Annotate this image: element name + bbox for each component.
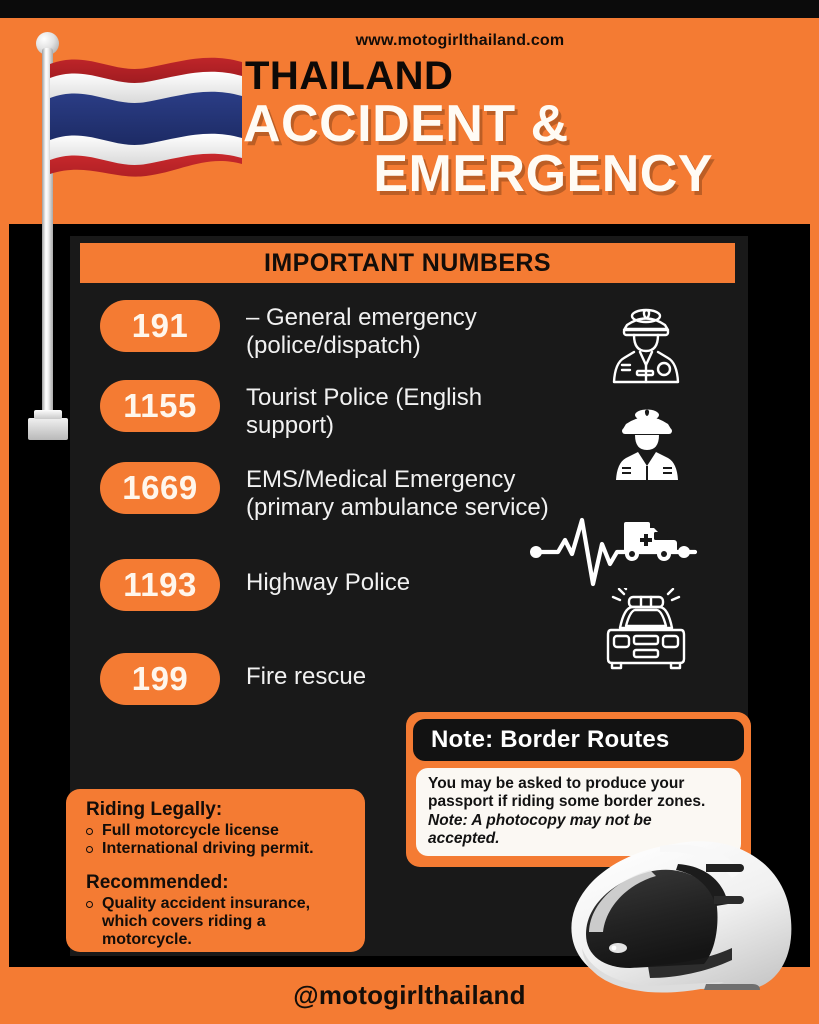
page-title-line2: EMERGENCY bbox=[373, 144, 713, 203]
list-item: Quality accident insurance, which covers riding a motorcycle. bbox=[80, 895, 351, 949]
flag-cloth bbox=[50, 56, 242, 186]
page-title bbox=[243, 95, 713, 203]
phone-number-label: Fire rescue bbox=[246, 663, 367, 690]
thailand-flag-icon bbox=[26, 26, 256, 446]
note-text-italic2: accepted. bbox=[428, 829, 500, 847]
flag-base bbox=[28, 418, 68, 440]
phone-number-pill[interactable]: 191 bbox=[100, 300, 220, 352]
page-title-line1: ACCIDENT & bbox=[243, 95, 569, 153]
list-item: Full motorcycle license bbox=[80, 822, 351, 840]
police-officer-outline-icon bbox=[600, 303, 692, 385]
riding-legally-box bbox=[66, 789, 365, 952]
note-text-italic1: Note: A photocopy may not be bbox=[428, 811, 652, 829]
police-car-outline-icon bbox=[596, 588, 696, 672]
left-orange-edge bbox=[0, 18, 9, 1006]
top-black-strip bbox=[0, 0, 819, 18]
phone-number-pill[interactable]: 1669 bbox=[100, 462, 220, 514]
social-handle: @motogirlthailand bbox=[293, 980, 526, 1010]
riding-legally-heading: Riding Legally: bbox=[86, 799, 223, 820]
phone-number-label: EMS/Medical Emergency (primary ambulance service) bbox=[246, 466, 549, 521]
section-title: IMPORTANT NUMBERS bbox=[264, 248, 551, 277]
phone-number-label: Tourist Police (English support) bbox=[246, 384, 483, 439]
note-header bbox=[413, 719, 744, 761]
phone-number-pill[interactable]: 1155 bbox=[100, 380, 220, 432]
phone-number-label: – General emergency (police/dispatch) bbox=[246, 304, 477, 359]
footer-handle bbox=[0, 967, 819, 1024]
header-kicker: THAILAND bbox=[245, 54, 454, 98]
phone-number-pill[interactable]: 1193 bbox=[100, 559, 220, 611]
list-item: International driving permit. bbox=[80, 840, 351, 858]
phone-number-pill[interactable]: 199 bbox=[100, 653, 220, 705]
recommended-list bbox=[80, 895, 351, 949]
note-text-line2: passport if riding some border zones. bbox=[428, 793, 706, 811]
recommended-heading: Recommended: bbox=[86, 872, 229, 894]
police-officer-solid-icon bbox=[608, 402, 686, 480]
riding-legally-list bbox=[80, 822, 351, 858]
site-url: www.motogirlthailand.com bbox=[355, 32, 565, 49]
phone-number-label: Highway Police bbox=[246, 569, 411, 596]
right-orange-edge bbox=[810, 18, 819, 1006]
note-heading: Note: Border Routes bbox=[431, 726, 670, 753]
note-text-line1: You may be asked to produce your bbox=[428, 775, 685, 792]
ambulance-ecg-icon bbox=[528, 508, 704, 592]
